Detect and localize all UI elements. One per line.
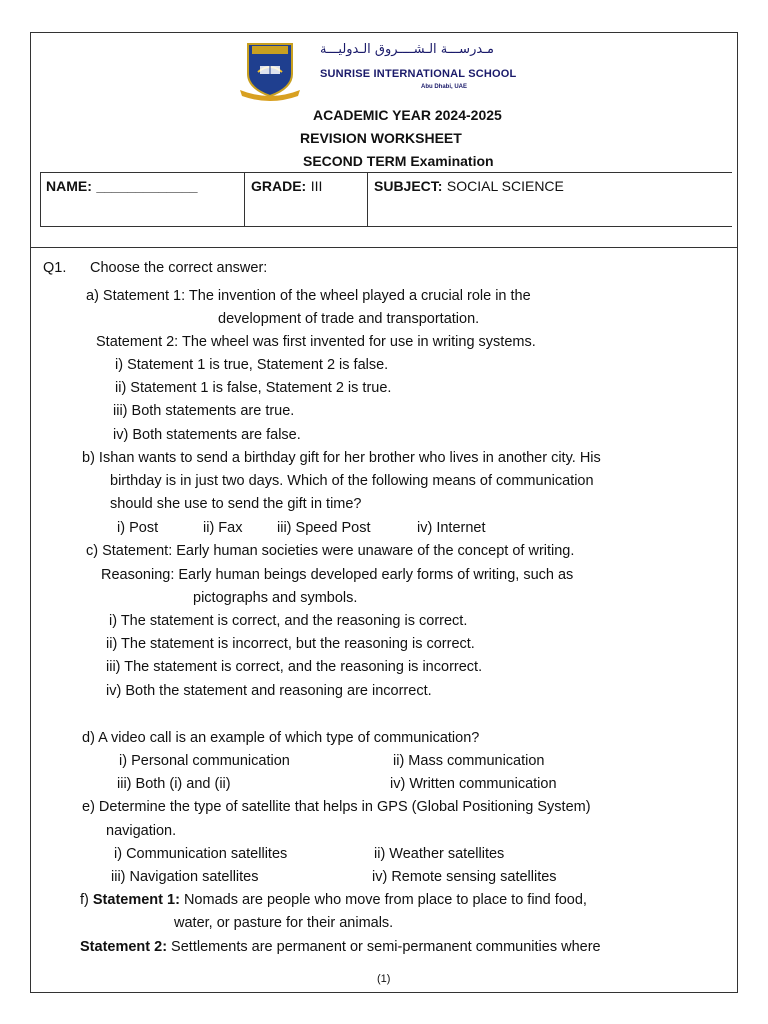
subject-field (374, 178, 564, 196)
grade-field (251, 178, 322, 196)
grade-value: III (310, 178, 323, 194)
qd-option-1[interactable]: i) Personal communication (119, 753, 290, 769)
qc-option-2[interactable]: ii) The statement is incorrect, but the reasoning is correct. (106, 636, 475, 652)
qf-statement2-text: Settlements are permanent or semi-permanent communities where (167, 939, 601, 955)
qd-question: d) A video call is an example of which type of communication? (82, 730, 480, 746)
info-table-left-border (40, 172, 41, 226)
subject-value: SOCIAL SCIENCE (446, 178, 564, 194)
school-location: Abu Dhabi, UAE (421, 84, 467, 90)
worksheet-title: REVISION WORKSHEET (300, 130, 462, 146)
subject-label: SUBJECT: (374, 178, 443, 194)
qe-option-3[interactable]: iii) Navigation satellites (111, 869, 259, 885)
qa-option-3[interactable]: iii) Both statements are true. (113, 403, 295, 419)
qd-option-2[interactable]: ii) Mass communication (393, 753, 545, 769)
school-name-arabic: مـدرســـة الـشــــروق الـدوليـــة (320, 42, 494, 57)
qf-statement1-text: Nomads are people who move from place to place to find food, (179, 892, 587, 908)
name-blank: _____________ (96, 178, 198, 194)
name-field[interactable] (46, 178, 198, 196)
qf-statement1-line1 (80, 892, 587, 908)
qe-option-4[interactable]: iv) Remote sensing satellites (372, 869, 557, 885)
academic-year: ACADEMIC YEAR 2024-2025 (313, 107, 502, 123)
term-title: SECOND TERM Examination (303, 153, 494, 169)
qb-line1: b) Ishan wants to send a birthday gift for her brother who lives in another city. His (82, 450, 601, 466)
qb-option-3[interactable]: iii) Speed Post (277, 520, 371, 536)
question-number: Q1. (43, 260, 67, 276)
qb-line3: should she use to send the gift in time? (110, 496, 362, 512)
qa-statement1-line2: development of trade and transportation. (218, 311, 480, 327)
qb-option-2[interactable]: ii) Fax (203, 520, 243, 536)
qe-line1: e) Determine the type of satellite that helps in GPS (Global Positioning System) (82, 799, 591, 815)
qb-option-1[interactable]: i) Post (117, 520, 159, 536)
qf-statement2-label: Statement 2: (80, 939, 168, 955)
qd-option-3[interactable]: iii) Both (i) and (ii) (117, 776, 231, 792)
school-name-english: SUNRISE INTERNATIONAL SCHOOL (320, 68, 517, 80)
qc-reasoning-line1: Reasoning: Early human beings developed early forms of writing, such as (101, 567, 574, 583)
qe-line2: navigation. (106, 823, 177, 839)
qc-option-1[interactable]: i) The statement is correct, and the reasoning is correct. (109, 613, 468, 629)
qa-option-4[interactable]: iv) Both statements are false. (113, 427, 301, 443)
qa-option-1[interactable]: i) Statement 1 is true, Statement 2 is false. (115, 357, 389, 373)
school-logo (238, 40, 302, 102)
qc-statement: c) Statement: Early human societies were unaware of the concept of writing. (86, 543, 575, 559)
name-label: NAME: (46, 178, 92, 194)
page-number: (1) (377, 973, 391, 985)
info-table-bottom-border (40, 226, 732, 227)
qc-option-4[interactable]: iv) Both the statement and reasoning are incorrect. (106, 683, 432, 699)
qe-option-1[interactable]: i) Communication satellites (114, 846, 288, 862)
info-table-top-border (40, 172, 732, 173)
qa-statement2: Statement 2: The wheel was first invented for use in writing systems. (96, 334, 536, 350)
grade-label: GRADE: (251, 178, 307, 194)
qd-option-4[interactable]: iv) Written communication (390, 776, 557, 792)
qa-option-2[interactable]: ii) Statement 1 is false, Statement 2 is true. (115, 380, 392, 396)
qf-statement1-label: Statement 1: (92, 892, 180, 908)
qc-reasoning-line2: pictographs and symbols. (193, 590, 358, 606)
qf-statement2 (80, 939, 601, 955)
section-divider (30, 247, 738, 248)
qa-statement1-line1: a) Statement 1: The invention of the wheel played a crucial role in the (86, 288, 531, 304)
info-table-divider-1 (244, 172, 245, 226)
qe-option-2[interactable]: ii) Weather satellites (374, 846, 505, 862)
info-table-divider-2 (367, 172, 368, 226)
qb-line2: birthday is in just two days. Which of the following means of communication (110, 473, 594, 489)
qf-statement1-line2: water, or pasture for their animals. (174, 915, 394, 931)
qb-option-4[interactable]: iv) Internet (417, 520, 486, 536)
qf-prefix: f) (80, 892, 89, 908)
question-prompt: Choose the correct answer: (90, 260, 268, 276)
qc-option-3[interactable]: iii) The statement is correct, and the reasoning is incorrect. (106, 659, 483, 675)
